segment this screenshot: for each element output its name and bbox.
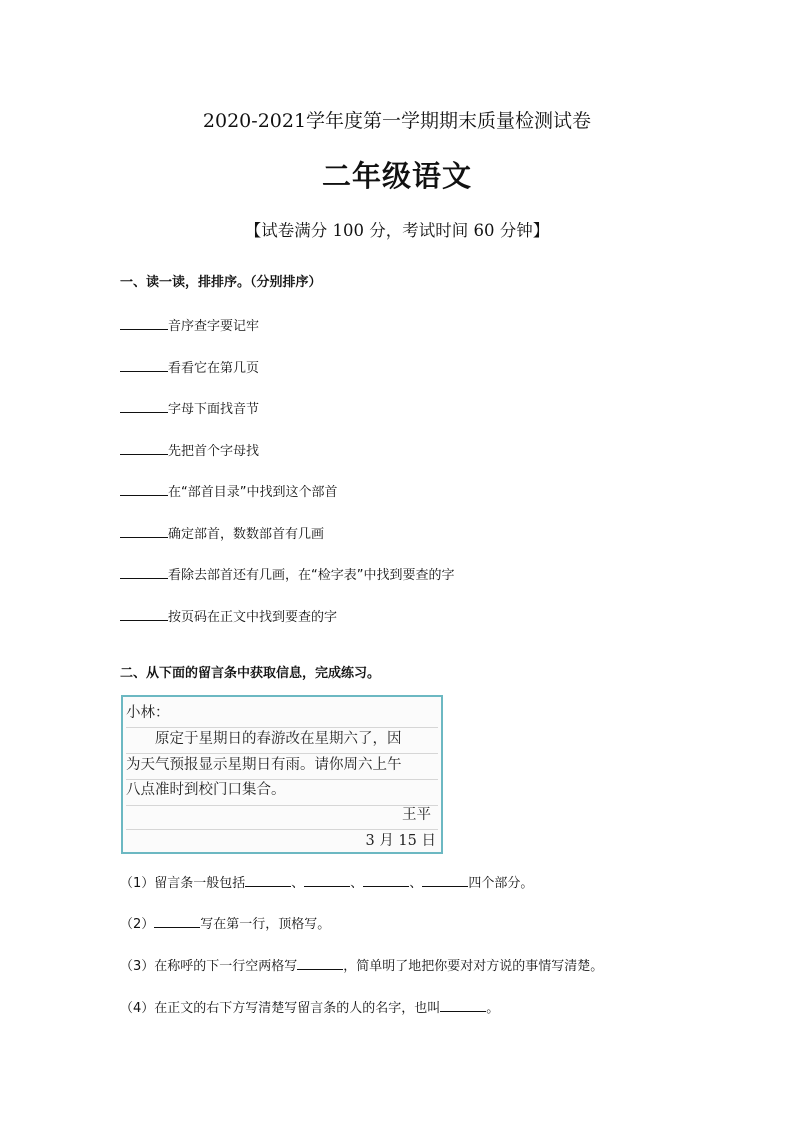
answer-blank[interactable]	[245, 873, 291, 887]
answer-blank[interactable]	[120, 441, 168, 455]
section2-heading: 二、从下面的留言条中获取信息，完成练习。	[120, 666, 381, 681]
answer-blank[interactable]	[120, 316, 168, 330]
note-body-line: 为天气预报显示星期日有雨。请你周六上午	[126, 757, 402, 773]
message-note-image	[121, 695, 443, 854]
answer-blank[interactable]	[120, 607, 168, 621]
answer-blank[interactable]	[120, 482, 168, 496]
answer-blank[interactable]	[154, 914, 200, 928]
note-salutation: 小林：	[126, 705, 170, 721]
ordering-item: 确定部首，数数部首有几画	[120, 524, 324, 544]
ordering-item: 先把首个字母找	[120, 441, 259, 461]
section1-heading: 一、读一读，排排序。（分别排序）	[120, 275, 322, 290]
ordering-item: 按页码在正文中找到要查的字	[120, 607, 337, 627]
exam-title: 2020-2021学年度第一学期期末质量检测试卷	[202, 110, 592, 132]
answer-blank[interactable]	[120, 399, 168, 413]
answer-blank[interactable]	[120, 358, 168, 372]
question-3: （3）在称呼的下一行空两格写 ，简单明了地把你要对对方说的事情写清楚。	[120, 956, 603, 976]
note-body-line: 原定于星期日的春游改在星期六了，因	[155, 731, 402, 747]
note-rule	[126, 829, 438, 830]
note-rule	[126, 727, 438, 728]
answer-blank[interactable]	[120, 524, 168, 538]
note-rule	[126, 753, 438, 754]
question-2: （2） 写在第一行，顶格写。	[120, 914, 330, 934]
ordering-item: 看除去部首还有几画，在“检字表”中找到要查的字	[120, 565, 454, 585]
question-1: （1）留言条一般包括 、 、 、 四个部分。	[120, 873, 533, 893]
subject-title: 二年级语文	[321, 159, 472, 193]
answer-blank[interactable]	[422, 873, 468, 887]
note-body-line: 八点准时到校门口集合。	[126, 782, 286, 798]
note-date: 3 月 15 日	[365, 833, 436, 849]
question-4: （4）在正文的右下方写清楚写留言条的人的名字，也叫 。	[120, 998, 499, 1018]
answer-blank[interactable]	[297, 956, 343, 970]
note-signature: 王平	[402, 807, 431, 823]
ordering-item: 音序查字要记牢	[120, 316, 259, 336]
ordering-item: 看看它在第几页	[120, 358, 259, 378]
answer-blank[interactable]	[120, 565, 168, 579]
note-rule	[126, 805, 438, 806]
answer-blank[interactable]	[363, 873, 409, 887]
ordering-item: 字母下面找音节	[120, 399, 259, 419]
exam-info: 【试卷满分 100 分，考试时间 60 分钟】	[244, 221, 550, 240]
ordering-item: 在“部首目录”中找到这个部首	[120, 482, 337, 502]
answer-blank[interactable]	[440, 998, 486, 1012]
answer-blank[interactable]	[304, 873, 350, 887]
